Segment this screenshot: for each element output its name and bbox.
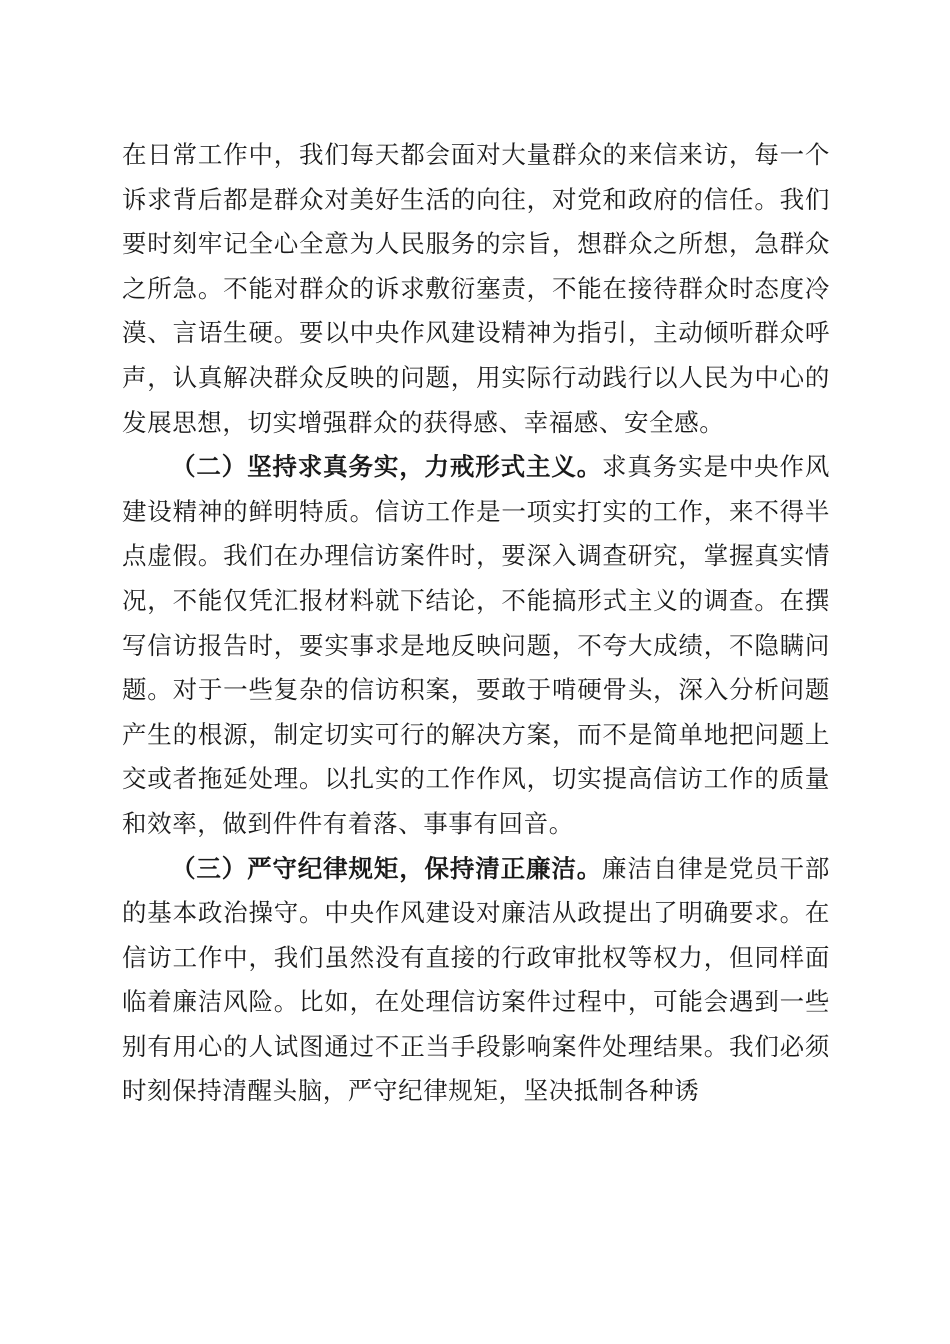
paragraph-continuation <box>122 133 830 445</box>
section-heading: （二）坚持求真务实，力戒形式主义。 <box>171 452 603 482</box>
paragraph-text: 求真务实是中央作风建设精神的鲜明特质。信访工作是一项实打实的工作，来不得半点虚假。我们在办理信访案件时，要深入调查研究，掌握真实情况，不能仅凭汇报材料就下结论，不能搞形式主义的调查。在撰写信访报告时，要实事求是地反映问题，不夸大成绩，不隐瞒问题。对于一些复杂的信访积案，要敢于啃硬骨头，深入分析问题产生的根源，制定切实可行的解决方案，而不是简单地把问题上交或者拖延处理。以扎实的工作作风，切实提高信访工作的质量和效率，做到件件有着落、事事有回音。 <box>122 452 830 838</box>
section-heading: （三）严守纪律规矩，保持清正廉洁。 <box>171 853 603 883</box>
document-body <box>122 133 830 1114</box>
paragraph-text: 廉洁自律是党员干部的基本政治操守。中央作风建设对廉洁从政提出了明确要求。在信访工作中，我们虽然没有直接的行政审批权等权力，但同样面临着廉洁风险。比如，在处理信访案件过程中，可能会遇到一些别有用心的人试图通过不正当手段影响案件处理结果。我们必须时刻保持清醒头脑，严守纪律规矩，坚决抵制各种诱 <box>122 853 830 1106</box>
paragraph-text: 在日常工作中，我们每天都会面对大量群众的来信来访，每一个诉求背后都是群众对美好生活的向往，对党和政府的信任。我们要时刻牢记全心全意为人民服务的宗旨，想群众之所想，急群众之所急。不能对群众的诉求敷衍塞责，不能在接待群众时态度冷漠、言语生硬。要以中央作风建设精神为指引，主动倾听群众呼声，认真解决群众反映的问题，用实际行动践行以人民为中心的发展思想，切实增强群众的获得感、幸福感、安全感。 <box>122 140 830 437</box>
paragraph-section-3 <box>122 847 830 1115</box>
paragraph-section-2 <box>122 445 830 846</box>
